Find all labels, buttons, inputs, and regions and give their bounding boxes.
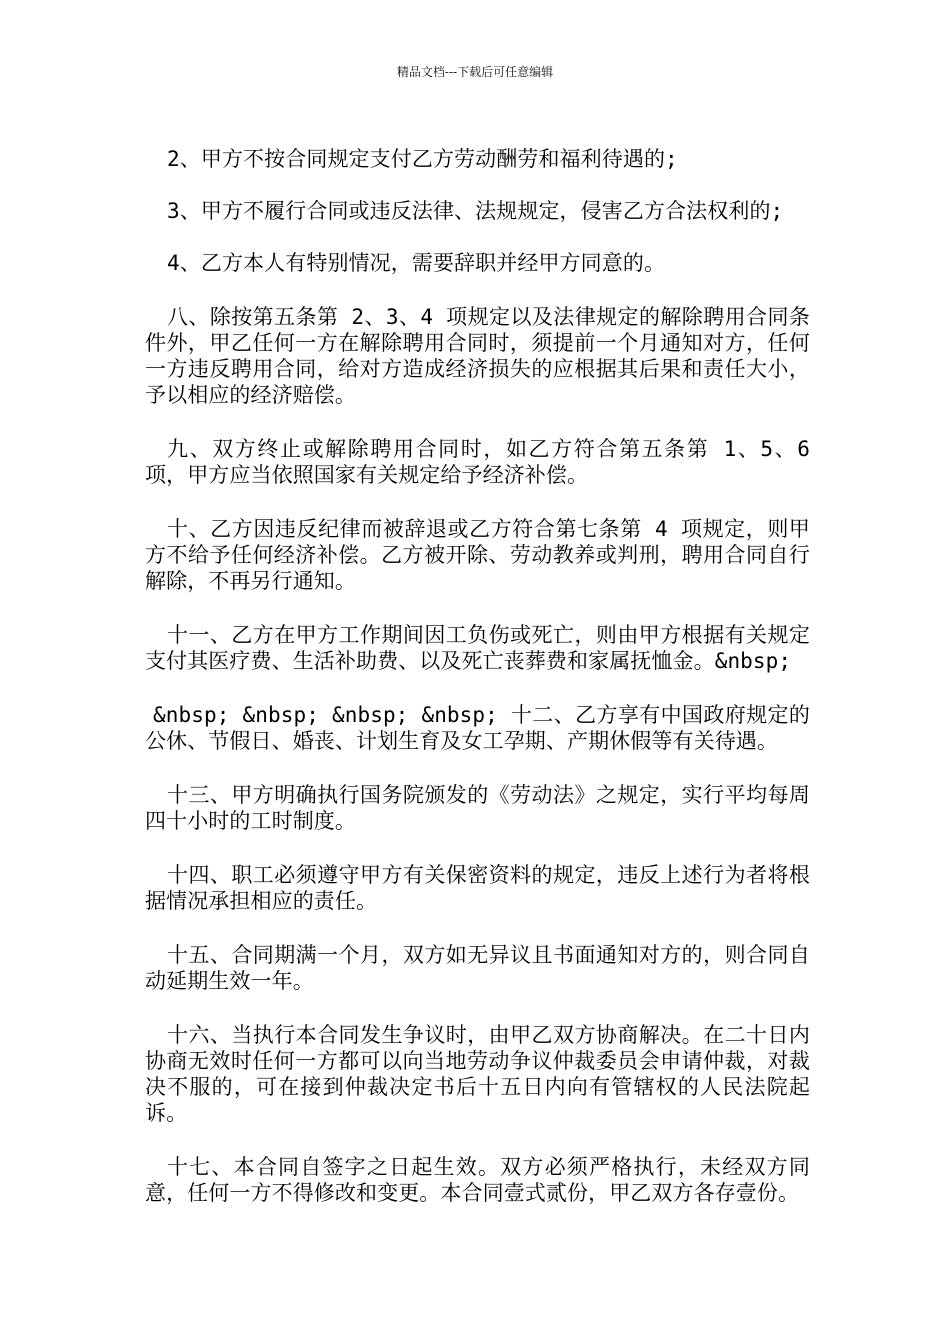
- clause-paragraph: 八、除按第五条第 2、3、4 项规定以及法律规定的解除聘用合同条件外，甲乙任何一方在解除聘用合同时，须提前一个月通知对方，任何一方违反聘用合同，给对方造成经济损失的应根据其后果和责任大小，予以相应的经济赔偿。: [145, 305, 810, 407]
- document-body: [145, 146, 810, 1206]
- page-header: 精品文档---下载后可任意编辑: [396, 65, 554, 79]
- clause-paragraph: &nbsp; &nbsp; &nbsp; &nbsp; 十二、乙方享有中国政府规定的公休、节假日、婚丧、计划生育及女工孕期、产期休假等有关待遇。: [145, 703, 810, 753]
- clause-paragraph: 3、甲方不履行合同或违反法律、法规规定，侵害乙方合法权利的;: [167, 199, 784, 223]
- clause-paragraph: 2、甲方不按合同规定支付乙方劳动酬劳和福利待遇的;: [167, 147, 678, 171]
- clause-paragraph: 十六、当执行本合同发生争议时，由甲乙双方协商解决。在二十日内协商无效时任何一方都可以向当地劳动争议仲裁委员会申请仲裁，对裁决不服的，可在接到仲裁决定书后十五日内向有管辖权的人民法院起诉。: [145, 1023, 810, 1125]
- clause-paragraph: 十四、职工必须遵守甲方有关保密资料的规定，违反上述行为者将根据情况承担相应的责任。: [145, 863, 810, 913]
- clause-paragraph: 十三、甲方明确执行国务院颁发的《劳动法》之规定，实行平均每周四十小时的工时制度。: [145, 783, 810, 833]
- clause-paragraph: 十、乙方因违反纪律而被辞退或乙方符合第七条第 4 项规定，则甲方不给予任何经济补偿。乙方被开除、劳动教养或判刑，聘用合同自行解除，不再另行通知。: [145, 517, 810, 593]
- clause-paragraph: 十一、乙方在甲方工作期间因工负伤或死亡，则由甲方根据有关规定支付其医疗费、生活补助费、以及死亡丧葬费和家属抚恤金。&nbsp;: [145, 623, 810, 673]
- clause-paragraph: 十五、合同期满一个月，双方如无异议且书面通知对方的，则合同自动延期生效一年。: [145, 943, 810, 993]
- clause-paragraph: 十七、本合同自签字之日起生效。双方必须严格执行，未经双方同意，任何一方不得修改和变更。本合同壹式贰份，甲乙双方各存壹份。: [145, 1155, 810, 1205]
- clause-paragraph: 4、乙方本人有特别情况，需要辞职并经甲方同意的。: [167, 251, 666, 275]
- clause-paragraph: 九、双方终止或解除聘用合同时，如乙方符合第五条第 1、5、6 项，甲方应当依照国家有关规定给予经济补偿。: [145, 437, 810, 487]
